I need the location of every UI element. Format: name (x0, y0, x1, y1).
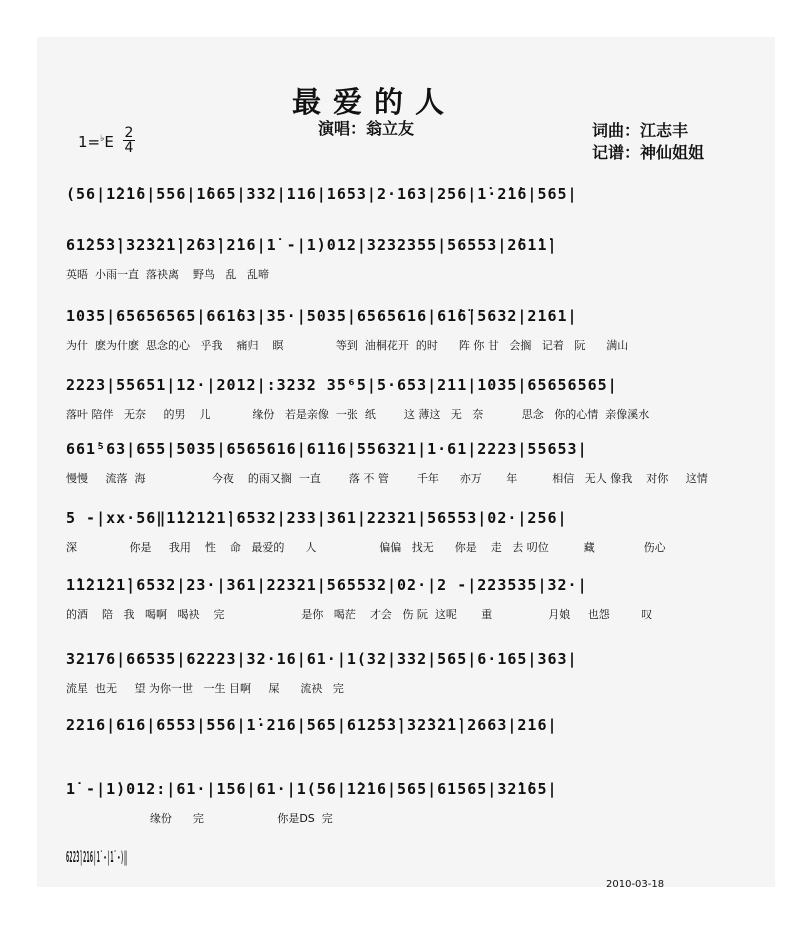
singer-credit: 演唱：翁立友 (318, 119, 415, 138)
time-bottom: 4 (124, 140, 134, 156)
score-row (66, 376, 742, 421)
composer-credit: 词曲：江志丰 (592, 121, 689, 140)
lyrics-line: 缘份 完 你是DS 完 (66, 812, 333, 825)
lyrics-line: 流星 也无 望 为你一世 一生 目啊 屎 流袂 完 (66, 682, 344, 695)
notation-line: 1035|65656565|661̇63|35·|5035|6565616|61̇6̈|5632|2161| (66, 307, 578, 325)
score-row (66, 716, 742, 756)
notation-line: 1̇1̇21̇21̇|6532|23·|361|22321|565532|02·|2 -|223535|32·| (66, 576, 588, 594)
score-row (66, 440, 742, 485)
key-note: E (104, 133, 114, 151)
transcriber-credit: 记谱：神仙姐姐 (592, 143, 705, 162)
score-row (66, 576, 742, 621)
notation-line: 32176|66535|62223|32·16|61·|1(32|332|565|6·165|363| (66, 650, 578, 668)
date-stamp: 2010-03-18 (606, 879, 665, 890)
notation-line: 1̇ -|1̇)012:|61·|156|61·|1(56|1̇2̇16|565|61565|32̇1̇65| (66, 780, 558, 798)
notation-line: 2216|616|6553|556|1̇·216|565|612̇5̇3̇|32̇3̇2̇1̇|2663|216| (66, 716, 558, 734)
score-row (66, 307, 742, 352)
notation-line: (56|1̇2̇1̇6|556|1̇665|332|116|1653|2·163|256|1̇·2̇1̇6|565| (66, 185, 578, 203)
lyrics-line: 慢慢 流落 海 今夜 的雨又搁 一直 落 不 管 千年 亦万 年 相信 无人 像我 对你 这情 (66, 472, 708, 485)
lyrics-line: 英晤 小雨一直 落袂离 野鸟 乱 乱啼 (66, 268, 269, 281)
time-top: 2 (124, 125, 134, 141)
lyrics-line: 为什 麽为什麽 思念的心 乎我 痛归 瞑 等到 油桐花开 的时 阵 你 甘 会搁 记着 阮 满山 (66, 339, 629, 352)
notation-line: 622̇3̇|216|1̇ -|1̇ -)‖ (66, 848, 128, 866)
notation-line: 61̇2̇5̇3̇|32̇3̇2̇1̇|2̇63̇|2̇16|1̇ -|1̇)012|3232355|56553|2̇61̇1̇| (66, 236, 558, 254)
score-row (66, 650, 742, 695)
notation-line: 661̇⁵63|655|5035|6565616|61̇16|556321|1·61|2223|55653| (66, 440, 588, 458)
score-row (66, 236, 742, 281)
key-label: 1= (78, 133, 101, 151)
score-row (66, 185, 742, 225)
notation-line: 2223|55651|12·|2012|:3232 35⁶5|5·653|211|1035|65656565| (66, 376, 618, 394)
song-title: 最爱的人 (292, 85, 457, 119)
lyrics-line: 的酒 陪 我 喝啊 喝袂 完 是你 喝茫 才会 伤 阮 这呢 重 月娘 也怨 叹 (66, 608, 653, 621)
score-row (66, 509, 742, 554)
key-signature (78, 133, 114, 151)
time-signature (123, 126, 135, 155)
notation-line: 5 -|xx·56‖1̇1̇21̇21̇|6532|233|361|22321|56553|02·|256| (66, 509, 568, 527)
key-flat-sign: ♭ (100, 134, 105, 144)
lyrics-line: 深 你是 我用 性 命 最爱的 人 偏偏 找无 你是 走 去 叨位 藏 伤心 (66, 541, 666, 554)
lyrics-line: 落叶 陪伴 无奈 的男 儿 缘份 若是亲像 一张 纸 这 薄这 无 奈 思念 你的心情 亲像溪水 (66, 408, 650, 421)
score-row (66, 780, 742, 825)
